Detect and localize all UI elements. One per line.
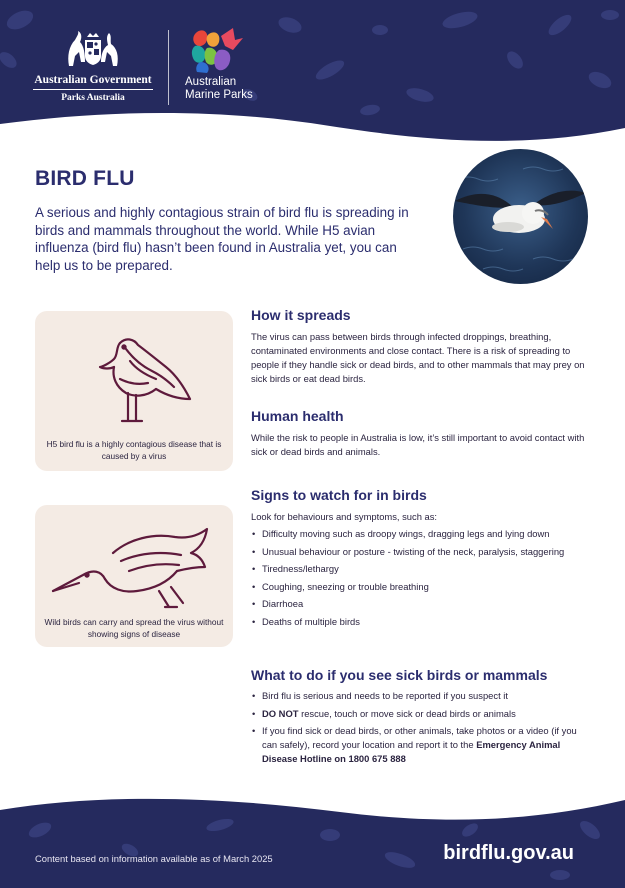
heading-what-to-do: What to do if you see sick birds or mammals (251, 667, 548, 683)
intro-text: A serious and highly contagious strain of bird flu is spreading in birds and mammals throughout the world. While H5 avian influenza (bird flu) hasn’t been found in Australia yet, you can help us to be prepared. (35, 205, 409, 273)
footer-note: Content based on information available as of March 2025 (35, 853, 273, 864)
list-item: • Deaths of multiple birds (251, 615, 591, 629)
heron-illustration-icon (49, 513, 219, 613)
albatross-photo-image (453, 149, 588, 284)
body-human-health: While the risk to people in Australia is low, it’s still important to avoid contact with sick or dead birds and animals. (251, 432, 585, 457)
todo-item-report: Bird flu is serious and needs to be reported if you suspect it (262, 690, 508, 701)
signs-intro: Look for behaviours and symptoms, such as: (251, 511, 438, 522)
heading-signs: Signs to watch for in birds (251, 487, 427, 503)
hotline-text: Emergency Animal Disease Hotline on 1800 675 888 (262, 739, 561, 765)
list-item: • Diarrhoea (251, 597, 591, 611)
footer-band (0, 790, 625, 888)
amp-name-line2: Marine Parks (185, 89, 253, 101)
australian-marine-parks-logo (185, 26, 265, 102)
card-caption-contagious: H5 bird flu is a highly contagious disease that is caused by a virus (46, 439, 222, 461)
australian-government-logo (33, 30, 153, 103)
albatross-illustration-icon (90, 325, 200, 435)
list-item (251, 689, 591, 703)
section-what-to-do (251, 667, 591, 770)
signs-list (251, 527, 591, 629)
todo-item-photos: If you find sick or dead birds, or other animals, take photos or a video (if you can safely), record your location and report it to the (262, 725, 577, 751)
amp-name-line1: Australian (185, 76, 237, 88)
page-title: BIRD FLU (35, 167, 135, 190)
section-human-health (251, 408, 591, 459)
list-item (251, 724, 591, 766)
gov-sub: Parks Australia (61, 93, 125, 103)
heading-how-it-spreads: How it spreads (251, 307, 351, 323)
logo-divider (168, 30, 169, 105)
card-caption-wild-birds: Wild birds can carry and spread the virus without showing signs of disease (44, 617, 224, 639)
marine-parks-mark-icon (189, 26, 247, 74)
list-item: • Tiredness/lethargy (251, 562, 591, 576)
todo-do-not: DO NOT (262, 707, 299, 719)
albatross-photo (453, 149, 588, 284)
footer-url-link[interactable]: birdflu.gov.au (443, 842, 574, 864)
list-item: • Difficulty moving such as droopy wings, dragging legs and lying down (251, 527, 591, 541)
list-item: • Coughing, sneezing or trouble breathing (251, 580, 591, 594)
list-item: • Unusual behaviour or posture - twisting of the neck, paralysis, staggering (251, 545, 591, 559)
section-signs (251, 487, 591, 633)
gov-name: Australian Government (33, 74, 153, 90)
body-how-it-spreads: The virus can pass between birds through infected droppings, breathing, contaminated environments and close contact. There is a risk of spreading to people if they handle sick or dead birds, and to other mammals that may prey on sick birds or eat dead birds. (251, 331, 585, 384)
what-to-do-list (251, 689, 591, 766)
info-card-contagious (35, 311, 233, 471)
todo-item-do-not-touch: rescue, touch or move sick or dead birds or animals (298, 707, 516, 719)
coat-of-arms-icon (63, 30, 123, 68)
heading-human-health: Human health (251, 408, 344, 424)
section-how-it-spreads (251, 307, 591, 386)
info-card-wild-birds (35, 505, 233, 647)
list-item (251, 707, 591, 721)
